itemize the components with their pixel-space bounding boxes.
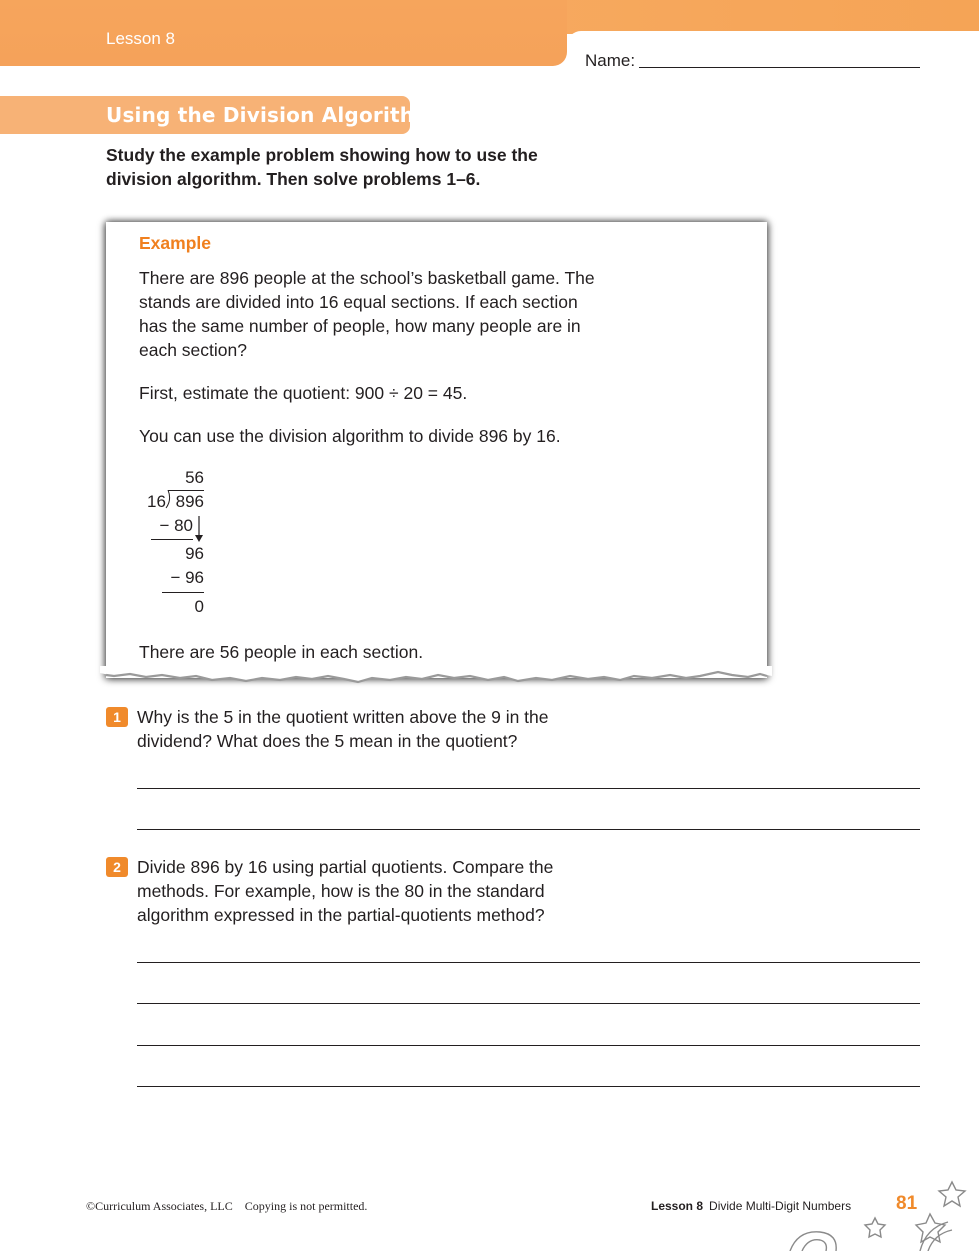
question-1-text bbox=[137, 705, 549, 753]
conclusion-line: There are 56 people in each section. bbox=[139, 642, 424, 662]
answer-line[interactable] bbox=[137, 1045, 920, 1046]
estimate-line: First, estimate the quotient: 900 ÷ 20 = 45. bbox=[139, 383, 468, 403]
problem-line: stands are divided into 16 equal sections. If each section bbox=[139, 292, 578, 312]
problem-line: There are 896 people at the school’s basketball game. The bbox=[139, 268, 595, 288]
instructions-line: division algorithm. Then solve problems 1–6. bbox=[106, 169, 481, 189]
question-number-badge: 2 bbox=[106, 857, 128, 877]
remainder-1: 96 bbox=[185, 544, 204, 563]
name-label: Name: bbox=[585, 51, 636, 70]
instructions-line: Study the example problem showing how to use the bbox=[106, 145, 538, 165]
footer-copyright bbox=[86, 1199, 367, 1214]
dividend: 896 bbox=[175, 492, 204, 511]
algorithm-intro bbox=[139, 424, 561, 448]
footer-lesson-label: Lesson 8 bbox=[651, 1199, 704, 1213]
answer-line[interactable] bbox=[137, 962, 920, 963]
footer-topic: Divide Multi-Digit Numbers bbox=[709, 1199, 852, 1213]
question-line: methods. For example, how is the 80 in the standard bbox=[137, 881, 545, 901]
page-number: 81 bbox=[896, 1193, 918, 1214]
conclusion bbox=[139, 640, 423, 664]
star-swirl-decoration-icon bbox=[780, 1172, 979, 1251]
section-title: Using the Division Algorithm bbox=[106, 103, 436, 127]
header-band-left bbox=[0, 0, 567, 66]
divisor: 16 bbox=[147, 492, 166, 511]
question-line: algorithm expressed in the partial-quotients method? bbox=[137, 905, 545, 925]
answer-line[interactable] bbox=[137, 788, 920, 789]
subtract-line-2 bbox=[162, 592, 204, 593]
copyright-text: ©Curriculum Associates, LLC bbox=[86, 1199, 233, 1213]
estimate-text bbox=[139, 381, 467, 405]
subtract-1: − 80 bbox=[159, 516, 193, 535]
lesson-label: Lesson 8 bbox=[106, 29, 175, 48]
example-heading: Example bbox=[139, 233, 211, 253]
example-problem bbox=[139, 266, 595, 362]
answer-line[interactable] bbox=[137, 1003, 920, 1004]
question-number-badge: 1 bbox=[106, 707, 128, 727]
subtract-2: − 96 bbox=[170, 568, 204, 587]
vinculum bbox=[168, 490, 204, 491]
subtract-line-1 bbox=[151, 539, 193, 540]
problem-line: has the same number of people, how many people are in bbox=[139, 316, 581, 336]
copying-notice: Copying is not permitted. bbox=[244, 1199, 368, 1213]
question-line: Why is the 5 in the quotient written above the 9 in the bbox=[137, 707, 549, 727]
question-line: Divide 896 by 16 using partial quotients. Compare the bbox=[137, 857, 554, 877]
torn-edge bbox=[100, 666, 772, 692]
question-line: dividend? What does the 5 mean in the quotient? bbox=[137, 731, 518, 751]
answer-line[interactable] bbox=[137, 829, 920, 830]
name-input-line[interactable] bbox=[639, 67, 920, 68]
remainder-2: 0 bbox=[194, 597, 204, 616]
answer-line[interactable] bbox=[137, 1086, 920, 1087]
algorithm-intro-line: You can use the division algorithm to divide 896 by 16. bbox=[139, 426, 561, 446]
instructions bbox=[106, 143, 626, 191]
question-2-text bbox=[137, 855, 553, 927]
bring-down-arrow bbox=[193, 514, 205, 544]
problem-line: each section? bbox=[139, 340, 247, 360]
quotient: 56 bbox=[185, 468, 204, 487]
